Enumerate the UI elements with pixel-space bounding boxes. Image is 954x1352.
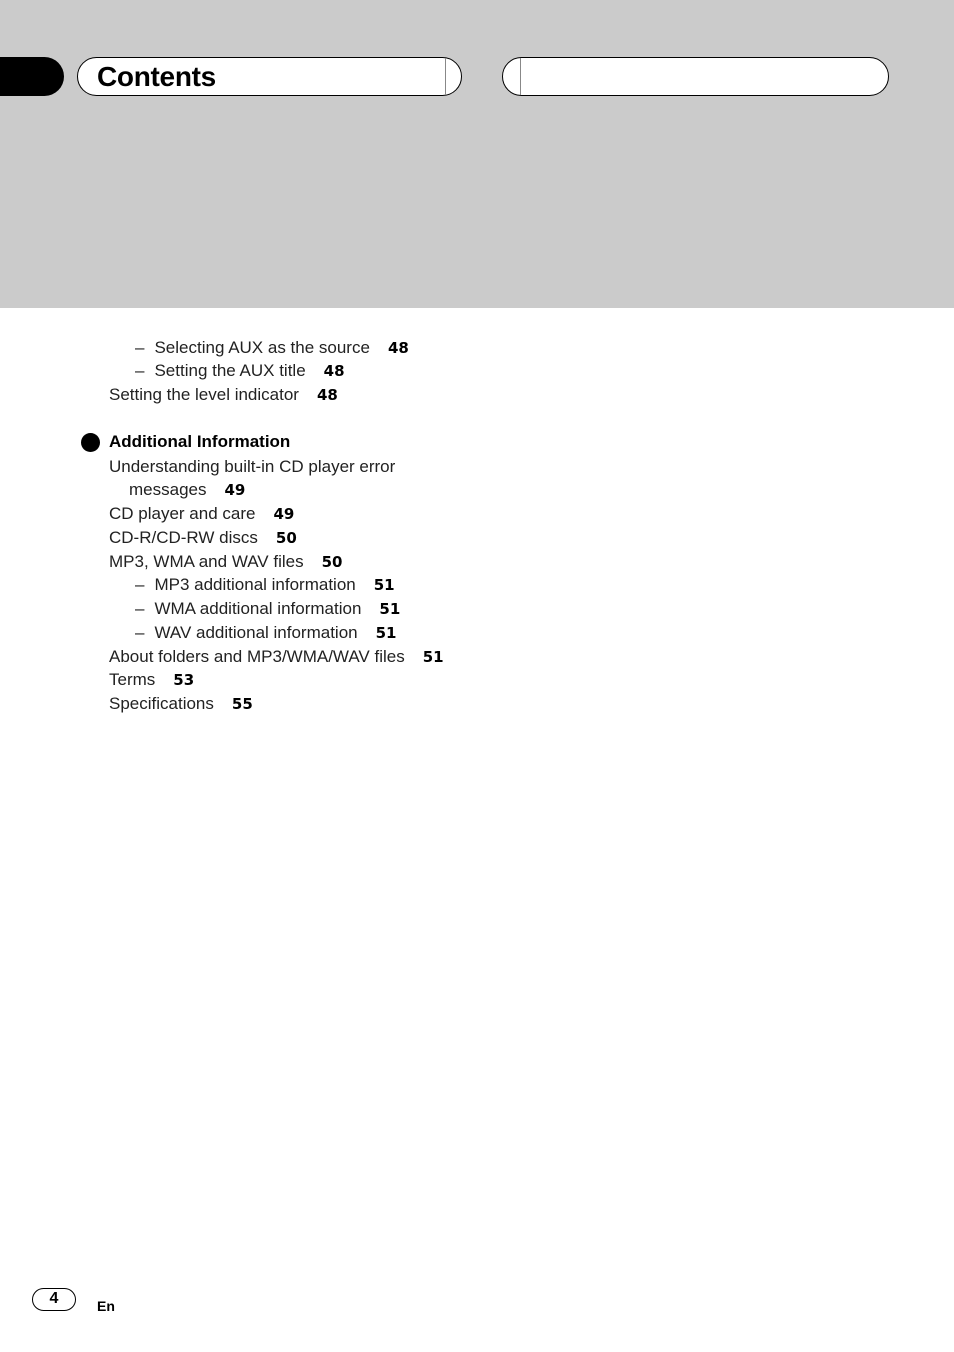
dash-glyph: – [135, 338, 145, 357]
toc-entry-label: Understanding built-in CD player error [109, 457, 396, 476]
dash-glyph: – [135, 361, 145, 380]
toc-entry[interactable] [109, 647, 444, 667]
toc-entry-page: 55 [231, 695, 253, 713]
toc-entry[interactable] [109, 385, 338, 405]
toc-entry[interactable] [135, 575, 395, 595]
language-label: En [97, 1298, 115, 1314]
toc-entry-label: Setting the AUX title [154, 361, 306, 380]
toc-entry-continued[interactable] [129, 480, 245, 500]
toc-entry-label: WAV additional information [154, 623, 358, 642]
toc-entry[interactable] [109, 528, 297, 548]
header-band [0, 0, 954, 308]
toc-entry[interactable] [109, 552, 342, 572]
toc-entry-label: CD-R/CD-RW discs [109, 528, 258, 547]
toc-entry[interactable] [109, 457, 395, 477]
toc-entry-page: 51 [422, 648, 444, 666]
toc-entry-label: WMA additional information [154, 599, 362, 618]
blank-title-box [502, 57, 889, 96]
toc-entry-label: About folders and MP3/WMA/WAV files [109, 647, 405, 666]
dash-glyph: – [135, 575, 145, 594]
toc-entry-page: 48 [387, 339, 409, 357]
toc-entry[interactable] [135, 361, 345, 381]
blank-box-divider [520, 58, 521, 95]
toc-entry-page: 51 [373, 576, 395, 594]
toc-entry[interactable] [135, 338, 409, 358]
toc-entry-page: 50 [275, 529, 297, 547]
toc-entry-page: 49 [224, 481, 246, 499]
page-number-badge: 4 [32, 1288, 76, 1311]
toc-entry-page: 53 [173, 671, 195, 689]
toc-entry-label: messages [129, 480, 207, 499]
toc-entry-label: Selecting AUX as the source [154, 338, 370, 357]
toc-entry[interactable] [135, 599, 400, 619]
toc-entry-page: 48 [316, 386, 338, 404]
page-title: Contents [97, 61, 216, 92]
dash-glyph: – [135, 623, 145, 642]
toc-entry-label: MP3 additional information [154, 575, 356, 594]
toc-entry[interactable] [109, 694, 253, 714]
toc-entry-page: 50 [321, 553, 343, 571]
title-box [77, 57, 462, 96]
toc-entry-label: MP3, WMA and WAV files [109, 552, 304, 571]
toc-entry-label: Terms [109, 670, 156, 689]
toc-entry-label: CD player and care [109, 504, 256, 523]
title-box-divider [445, 58, 446, 95]
toc-entry[interactable] [109, 670, 194, 690]
section-bullet-icon [81, 433, 100, 452]
section-heading[interactable]: Additional Information [109, 432, 291, 451]
toc-entry-page: 51 [379, 600, 401, 618]
toc-entry-page: 49 [273, 505, 295, 523]
toc-entry-page: 51 [375, 624, 397, 642]
toc-entry[interactable] [109, 504, 294, 524]
dash-glyph: – [135, 599, 145, 618]
toc-entry-label: Specifications [109, 694, 214, 713]
toc-entry-label: Setting the level indicator [109, 385, 299, 404]
section-tab-marker [0, 57, 64, 96]
toc-entry[interactable] [135, 623, 397, 643]
toc-entry-page: 48 [323, 362, 345, 380]
